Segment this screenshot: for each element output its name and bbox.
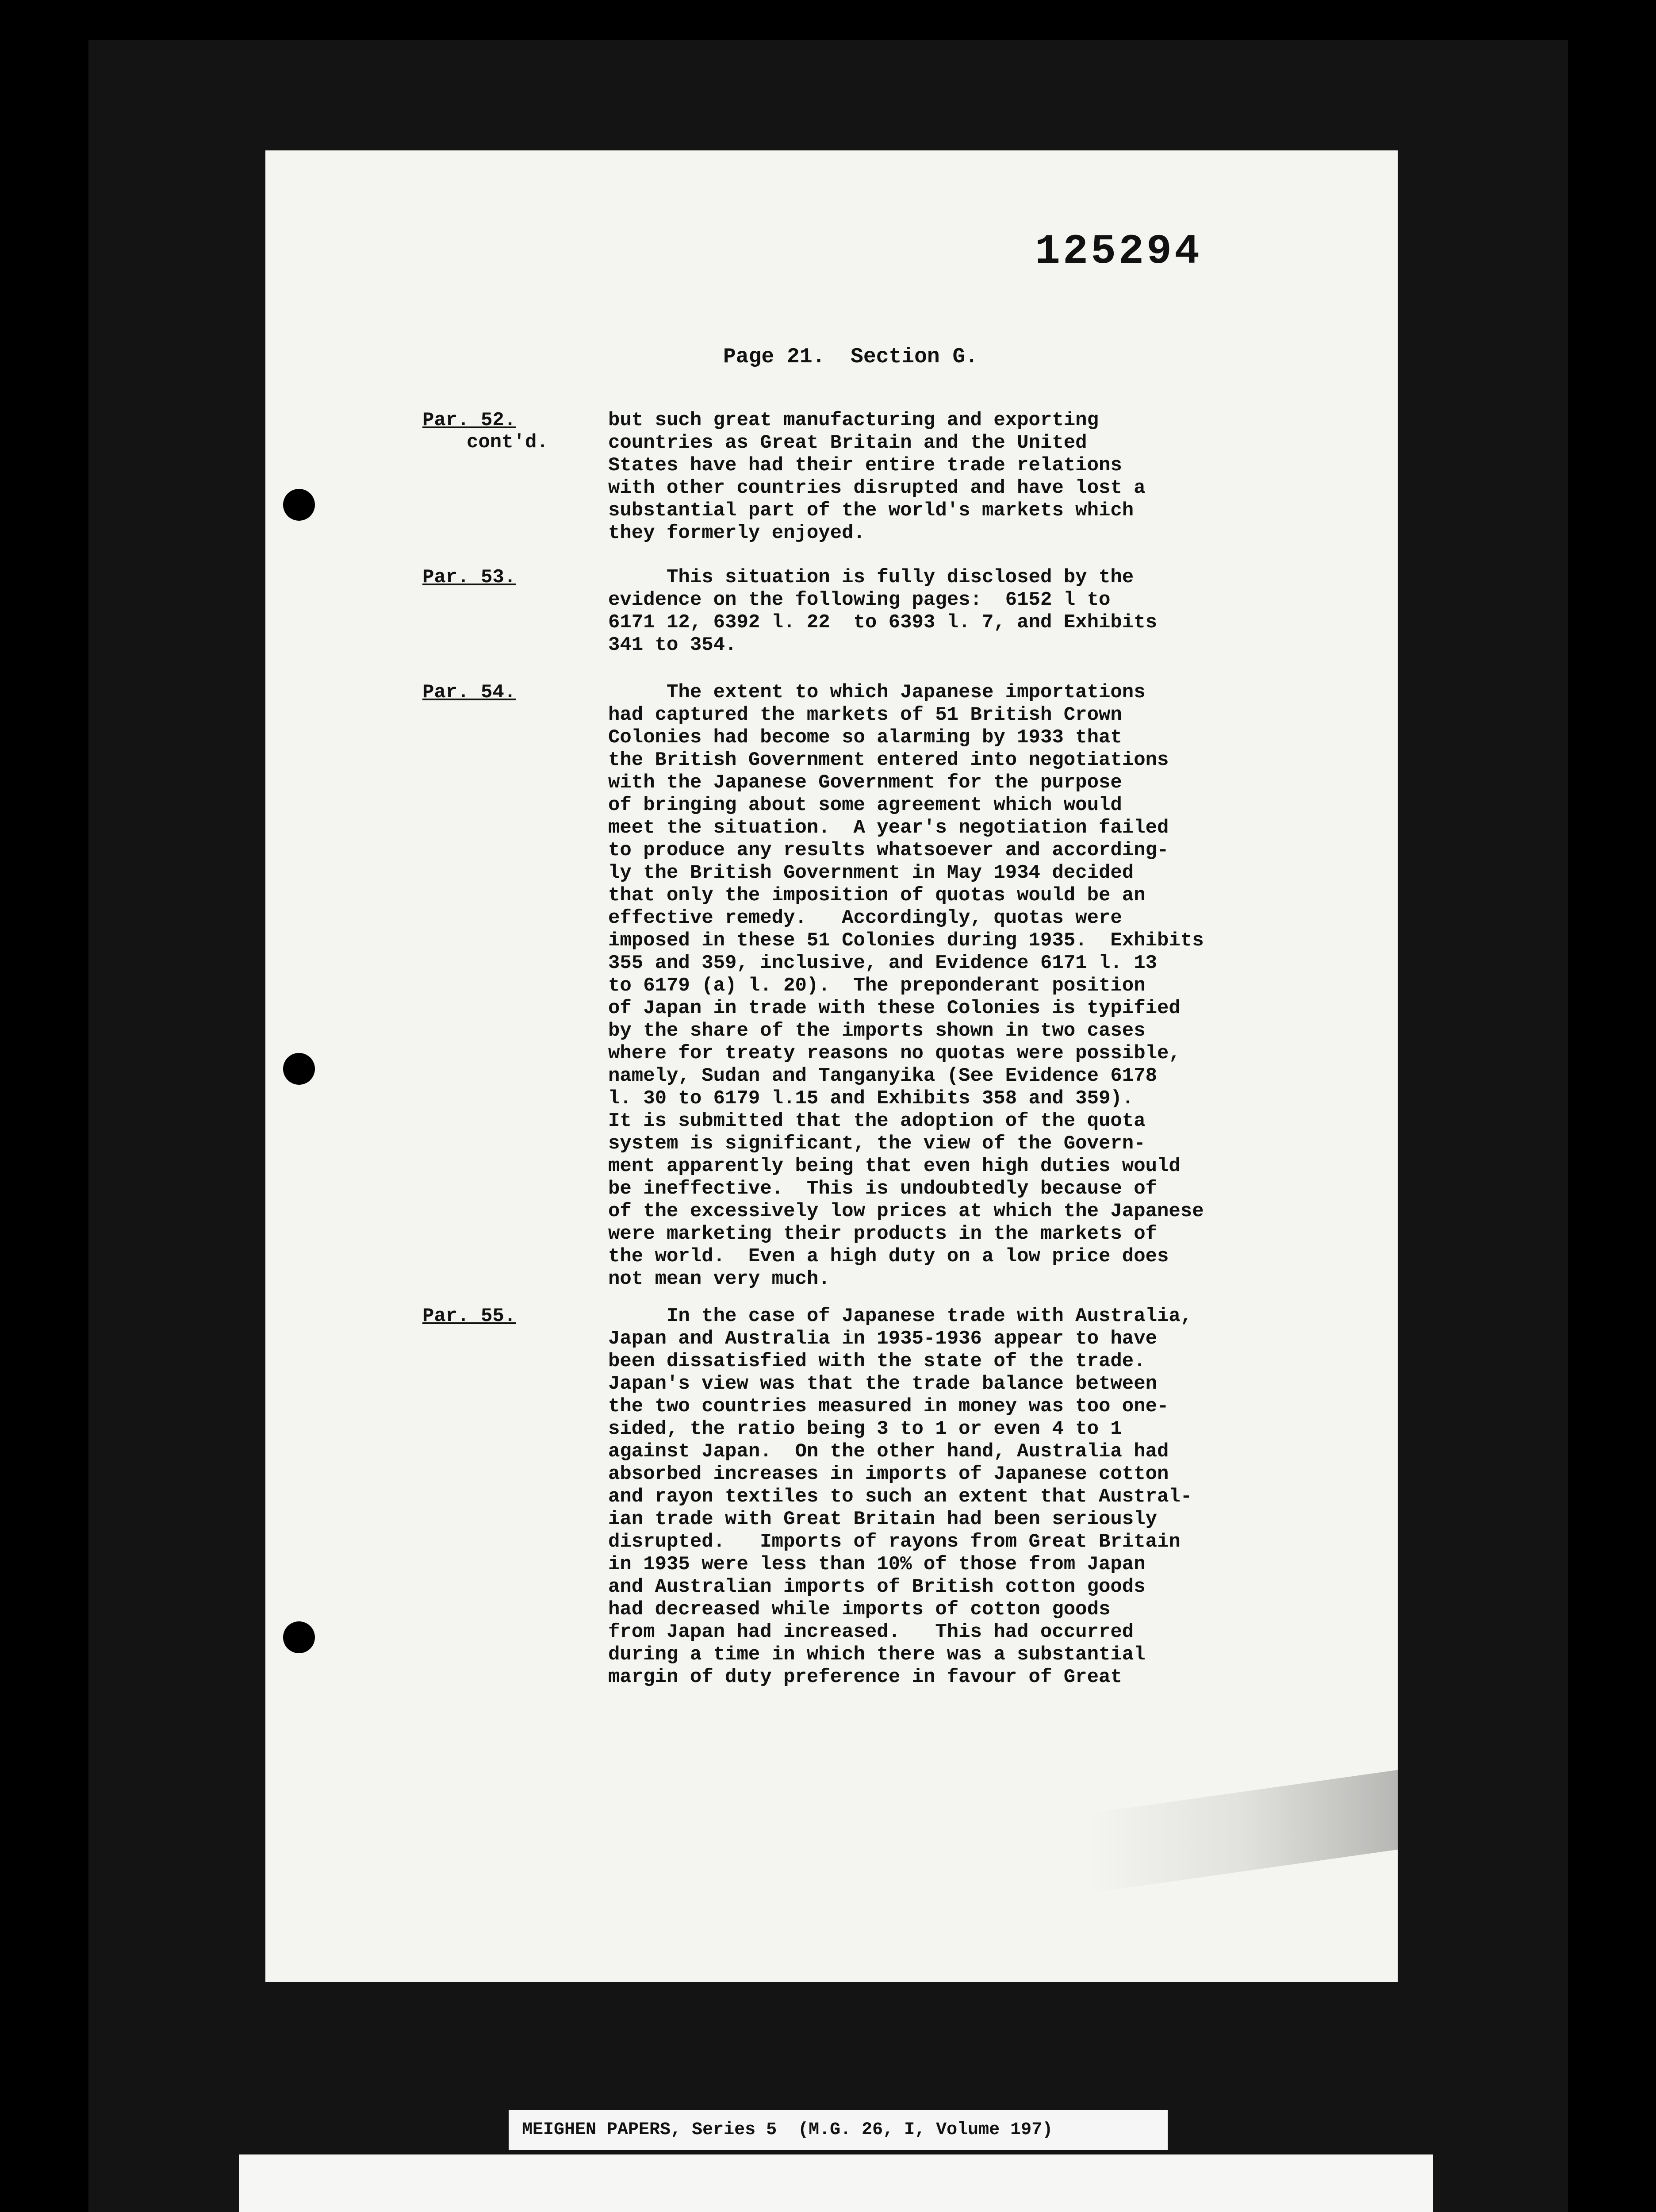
paragraph-text: but such great manufacturing and exporting countries as Great Britain and the United States have had their entire trade relations with other countries disrupted and have lost a substantial part of the world's markets which they formerly enjoyed.: [608, 409, 1146, 544]
paragraph-continued-label: cont'd.: [467, 431, 548, 453]
punch-hole: [283, 1053, 315, 1085]
paragraph-text: In the case of Japanese trade with Australia, Japan and Australia in 1935-1936 appear to have been dissatisfied with the state of the trade. Japan's view was that the trade balance between the two countries measured in money was too one- sided, the ratio being 3 to 1 or even 4 to 1 against Japan. On the other hand, Australia had absorbed increases in imports of Japanese cotton and rayon textiles to such an extent that Austral- ian trade with Great Britain had been seriously disrupted. Imports of rayons from Great Britain in 1935 were less than 10% of those from Japan and Australian imports of British cotton goods had decreased while imports of cotton goods from Japan had increased. This had occurred during a time in which there was a substantial margin of duty preference in favour of Great: [608, 1305, 1192, 1688]
paragraph-text: This situation is fully disclosed by the evidence on the following pages: 6152 l to 6171 12, 6392 l. 22 to 6393 l. 7, and Exhibits 341 to 354.: [608, 566, 1158, 656]
page-heading: Page 21. Section G.: [723, 345, 978, 369]
paragraph-label: Par. 55.: [422, 1305, 516, 1327]
archive-reference-label: MEIGHEN PAPERS, Series 5 (M.G. 26, I, Volume 197): [509, 2110, 1168, 2150]
punch-hole: [283, 1621, 315, 1653]
punch-hole: [283, 489, 315, 521]
paragraph-label: Par. 52.: [422, 409, 516, 431]
document-number: 125294: [1035, 228, 1203, 276]
paragraph-text: The extent to which Japanese importations had captured the markets of 51 British Crown Colonies had become so alarming by 1933 that the British Government entered into negotiations with the Japanese Government for the purpose of bringing about some agreement which would meet the situation. A year's negotiation failed to produce any results whatsoever and according- ly the British Government in May 1934 decided that only the imposition of quotas would be an effective remedy. Accordingly, quotas were imposed in these 51 Colonies during 1935. Exhibits 355 and 359, inclusive, and Evidence 6171 l. 13 to 6179 (a) l. 20). The preponderant position of Japan in trade with these Colonies is typified by the share of the imports shown in two cases where for treaty reasons no quotas were possible, namely, Sudan and Tanganyika (See Evidence 6178 l. 30 to 6179 l.15 and Exhibits 358 and 359). It is submitted that the adoption of the quota system is significant, the view of the Govern- ment apparently being that even high duties would be ineffective. This is undoubtedly because of of the excessively low prices at which the Japanese were marketing their products in the markets of the world. Even a high duty on a low price does not mean very much.: [608, 681, 1204, 1290]
shadow-smudge: [1088, 1770, 1398, 1893]
archives-stamp: [239, 2154, 1433, 2212]
document-page: [265, 150, 1398, 1982]
paragraph-label: Par. 54.: [422, 681, 516, 703]
paragraph-label: Par. 53.: [422, 566, 516, 588]
